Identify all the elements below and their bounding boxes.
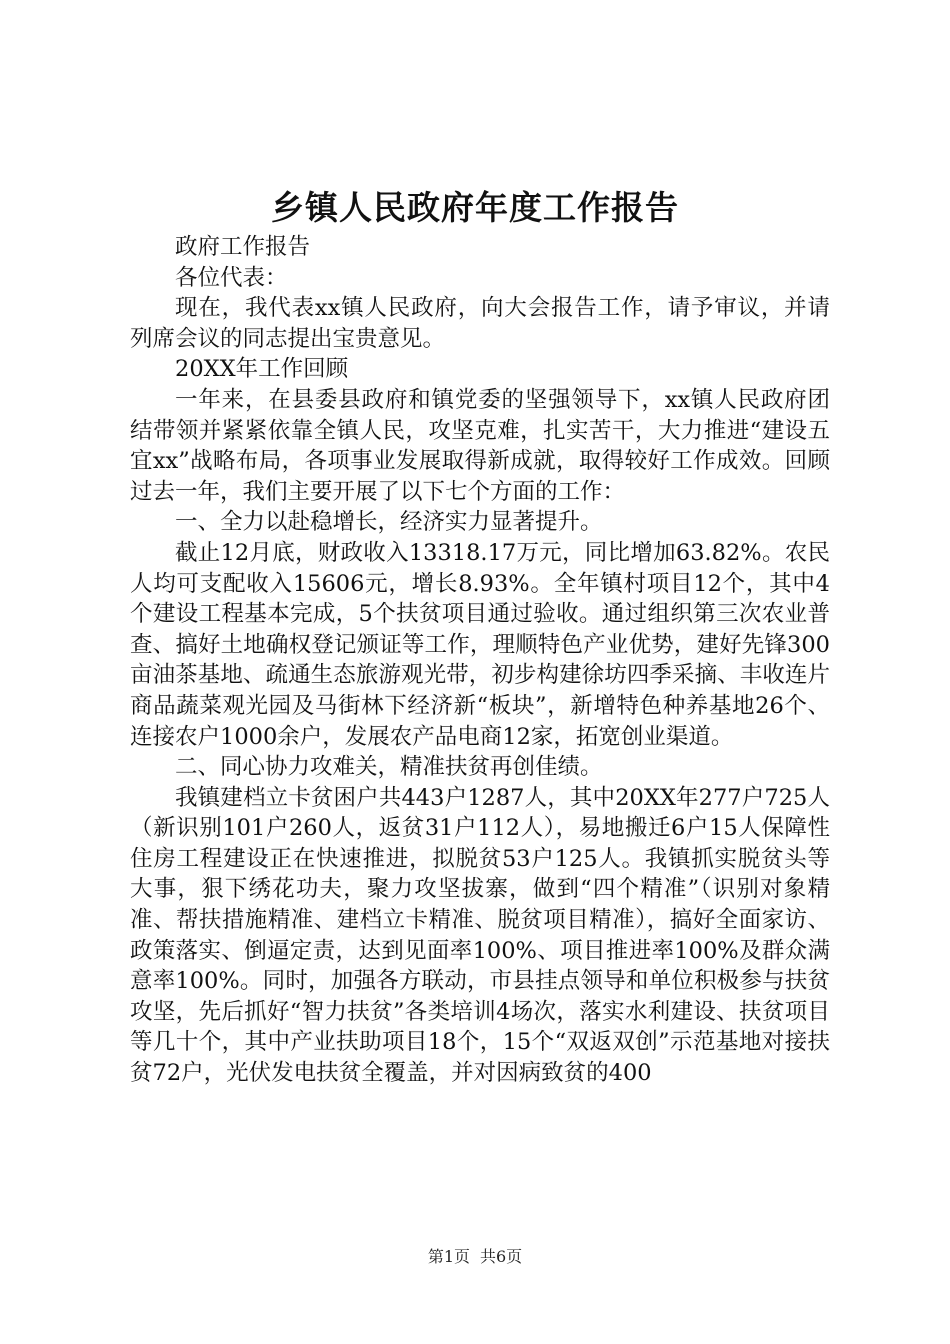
paragraph-section-2-heading: 二、同心协力攻难关，精准扶贫再创佳绩。 [175, 754, 603, 781]
paragraph-report-label: 政府工作报告 [175, 234, 311, 260]
paragraph-section-1-body: 截止12月底，财政收入13318.17万元，同比增加63.82%。农民人均可支配收入15606元，增长8.93%。全年镇村项目12个，其中4个建设工程基本完成，5个扶贫项目通过验收。通过组织第三次农业普查、搞好土地确权登记颁证等工作，理顺特色产业优势，建好先锋300亩油茶基地、疏通生态旅游观光带，初步构建徐坊四季采摘、丰收连片商品蔬菜观光园及马街林下经济新“板块”，新增特色种养基地26个、连接农户1000余户，发展农产品电商12家，拓宽创业渠道。 [130, 539, 830, 750]
paragraph-section-2-body: 我镇建档立卡贫困户共443户1287人，其中20XX年277户725人（新识别101户260人，返贫31户112人），易地搬迁6户15人保障性住房工程建设正在快速推进，拟脱贫53户125人。我镇抓实脱贫头等大事，狠下绣花功夫，聚力攻坚拔寨，做到“四个精准”（识别对象精准、帮扶措施精准、建档立卡精准、脱贫项目精准），搞好全面家访、政策落实、倒逼定责，达到见面率100%、项目推进率100%及群众满意率100%。同时，加强各方联动，市县挂点领导和单位积极参与扶贫攻坚，先后抓好“智力扶贫”各类培训4场次，落实水利建设、扶贫项目等几十个，其中产业扶助项目18个，15个“双返双创”示范基地对接扶贫72户，光伏发电扶贫全覆盖，并对因病致贫的400 [130, 784, 830, 1087]
paragraph-intro: 现在，我代表xx镇人民政府，向大会报告工作，请予审议，并请列席会议的同志提出宝贵意见。 [130, 295, 830, 352]
document-title: 乡镇人民政府年度工作报告 [271, 188, 679, 227]
page-footer [0, 1246, 950, 1268]
page-number-current: 第1页 [427, 1247, 470, 1266]
paragraph-salutation: 各位代表： [175, 264, 288, 291]
page-number-total: 共6页 [480, 1247, 523, 1266]
paragraph-review-heading: 20XX年工作回顾 [175, 356, 349, 383]
paragraph-section-1-heading: 一、全力以赴稳增长，经济实力显著提升。 [175, 509, 603, 536]
paragraph-overview: 一年来，在县委县政府和镇党委的坚强领导下，xx镇人民政府团结带领并紧紧依靠全镇人民，攻坚克难，扎实苦干，大力推进“建设五宜xx”战略布局，各项事业发展取得新成就，取得较好工作成效。回顾过去一年，我们主要开展了以下七个方面的工作： [130, 386, 830, 505]
document-body [130, 232, 830, 1089]
